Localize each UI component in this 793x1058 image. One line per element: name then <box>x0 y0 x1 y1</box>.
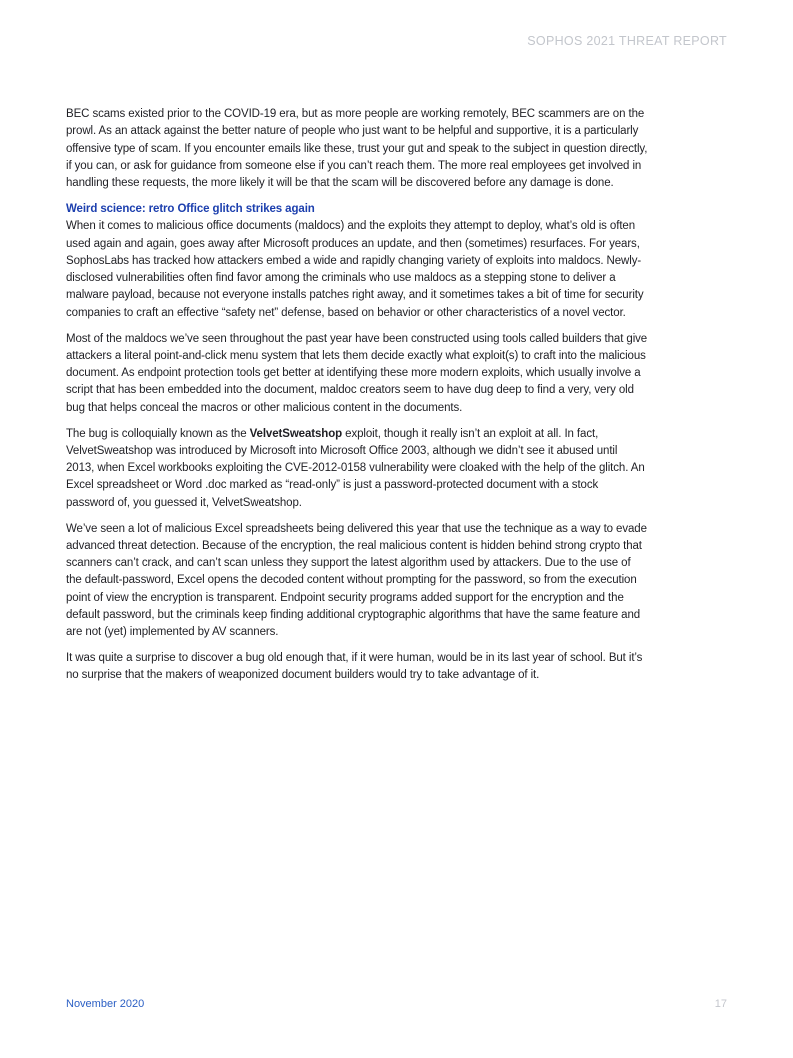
paragraph-excel-spreadsheets: We’ve seen a lot of malicious Excel spreadsheets being delivered this year that use the technique as a way to evade advanced threat detection. Because of the encryption, the real malicious content is hidden behind strong crypto that scanners can’t crack, and can’t scan unless they support the latest algorithm used by attackers. Due to the use of the default-password, Excel opens the decoded content without prompting for the password, so from the execution point of view the encryption is transparent. Endpoint security programs added support for the encryption and the default password, but the criminals keep finding additional cryptographic algorithms that have the same feature and are not (yet) implemented by AV scanners. <box>66 522 647 639</box>
paragraph-builders: Most of the maldocs we’ve seen throughout the past year have been constructed using tools called builders that give attackers a literal point-and-click menu system that lets them decide exactly what exploit(s) to craft into the malicious document. As endpoint protection tools get better at identifying these more modern exploits, which usually involve a script that has been embedded into the document, maldoc creators seem to have dug deep to find a very, very old bug that helps conceal the macros or other malicious content in the documents. <box>66 332 648 414</box>
paragraph-conclusion: It was quite a surprise to discover a bug old enough that, if it were human, would be in its last year of school. But it’s no surprise that the makers of weaponized document builders would try to take advantage of it. <box>66 652 643 682</box>
section-heading: Weird science: retro Office glitch strikes again <box>66 202 315 215</box>
text-segment: exploit, though it really isn’t an exploit at all. In fact, VelvetSweatshop was introduced by Microsoft into Microsoft Office 2003, although we didn’t see it abused until 2013, when Excel workbooks exploiting the CVE-2012-0158 vulnerability were cloaked with the help of the glitch. An Excel spreadsheet or Word .doc marked as “read-only” is just a password-protected document with a stock password of, you guessed it, VelvetSweatshop. <box>66 427 645 509</box>
paragraph-bec-scams: BEC scams existed prior to the COVID-19 era, but as more people are working remotely, BEC scammers are on the prowl. As an attack against the better nature of people who just want to be helpful and supportive, it is a particularly offensive type of scam. If you encounter emails like these, trust your gut and speak to the subject in question directly, if you can, or ask for guidance from someone else if you can’t reach them. The more real employees get involved in handling these requests, the more likely it will be that the scam will be discovered before any damage is done. <box>66 108 648 190</box>
paragraph-velvetsweatshop <box>66 426 648 512</box>
footer-date: November 2020 <box>66 998 145 1010</box>
bold-term-velvetsweatshop: VelvetSweatshop <box>249 427 343 440</box>
paragraph-maldocs-intro: When it comes to malicious office documents (maldocs) and the exploits they attempt to deploy, what’s old is often used again and again, goes away after Microsoft produces an update, and then (sometimes) resurfaces. For years, SophosLabs has tracked how attackers embed a wide and rapidly changing variety of exploits into maldocs. Newly-disclosed vulnerabilities often find favor among the criminals who use maldocs as a stepping stone to deliver a malware payload, because not everyone installs patches right away, and it sometimes takes a bit of time for security companies to craft an effective “safety net” defense, based on behavior or other characteristics of a novel vector. <box>66 220 644 319</box>
text-segment: The bug is colloquially known as the <box>66 427 250 440</box>
report-title: SOPHOS 2021 THREAT REPORT <box>527 34 727 48</box>
article-body <box>66 106 648 693</box>
page-number: 17 <box>714 998 727 1010</box>
